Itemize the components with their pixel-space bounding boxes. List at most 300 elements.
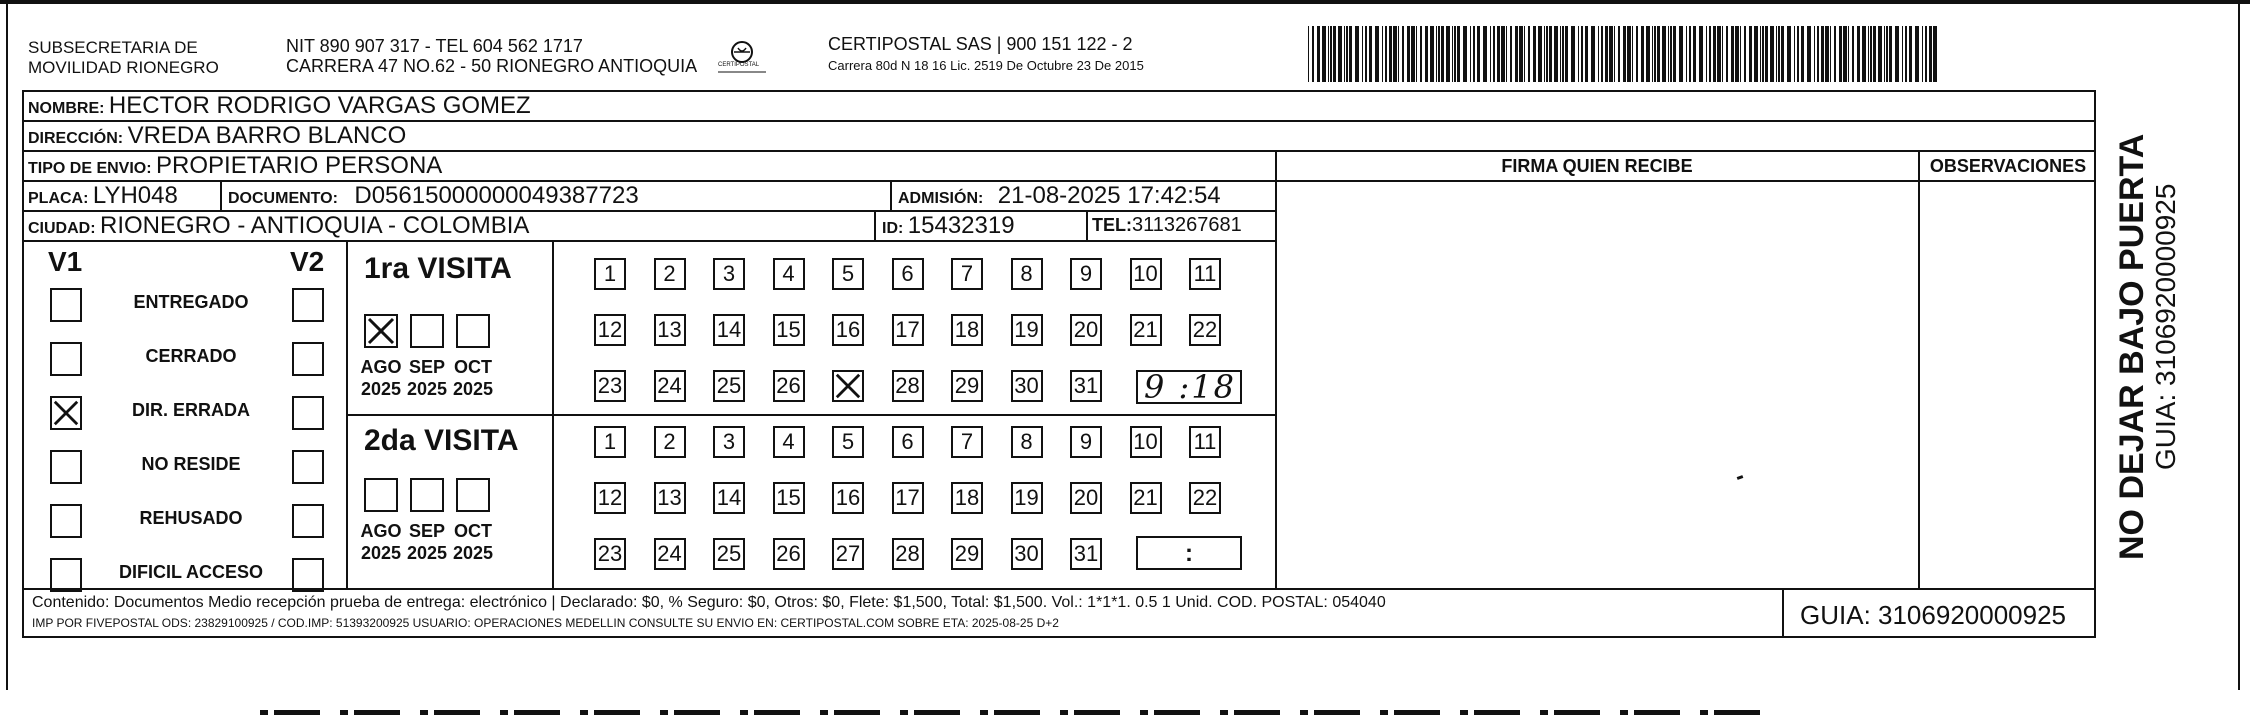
barcode-bar [1762,26,1764,82]
barcode-bar [1398,26,1399,82]
barcode-bar [1895,26,1899,82]
tel-label: TEL: [1092,215,1132,235]
barcode-bar [1693,26,1696,82]
barcode-bar [1382,26,1383,82]
day-box[interactable]: 27 [832,538,864,570]
barcode-bar [1338,26,1342,82]
x-mark-icon [52,398,80,428]
month-name: SEP [408,521,446,541]
row-line [346,414,1276,416]
barcode-bar [1349,26,1352,82]
barcode-bar [1778,26,1780,82]
barcode-bar [1441,26,1444,82]
certipostal-logo-icon [714,38,770,76]
barcode-bar [1344,26,1345,82]
visit1-title: 1ra VISITA [364,252,512,285]
month-name: OCT [454,521,492,541]
placa-label: PLACA: [28,190,89,207]
col-line [1782,588,1784,638]
footer-line1: Contenido: Documentos Medio recepción prueba de entrega: electrónico | Declarado: $0, % Seguro: $0, Otros: $0, Flete: $1,500, Total: $1,500. Vol.: 1*1*1. 0.5 1 Unid. COD. POSTAL: 054040 [32,594,1386,611]
barcode-bar [1632,26,1633,82]
v1-checkbox[interactable] [50,450,82,484]
day-box[interactable]: 25 [713,370,745,402]
barcode-bar [1515,26,1518,82]
barcode-bar [1591,26,1595,82]
barcode-bar [1760,26,1761,82]
barcode-bar [1731,26,1734,82]
day-box[interactable]: 19 [1011,314,1043,346]
direccion-field [28,122,406,150]
day-box[interactable]: 21 [1130,482,1162,514]
barcode-bar [1814,26,1815,82]
barcode-bar [1528,26,1530,82]
barcode-bar [1825,26,1829,82]
barcode-bar [1585,26,1588,82]
documento-field [228,182,639,210]
day-box[interactable]: 24 [654,370,686,402]
barcode-bar [1554,26,1558,82]
col-line [890,180,892,210]
visit2-time-box[interactable] [1136,536,1242,570]
day-box[interactable]: 3 [713,258,745,290]
ink-dot [1737,475,1744,480]
barcode-bar [1689,26,1691,82]
v1-checkbox[interactable] [50,342,82,376]
barcode-bar [1533,26,1536,82]
day-box[interactable]: 31 [1070,370,1102,402]
day-box[interactable]: 12 [594,482,626,514]
day-box[interactable]: 29 [951,538,983,570]
barcode-bar [1407,26,1410,82]
month-name: SEP [408,357,446,377]
v2-label: V2 [290,246,325,277]
barcode-bar [1355,26,1359,82]
observaciones-header: OBSERVACIONES [1929,156,2087,176]
day-box[interactable]: 15 [773,482,805,514]
month-label [450,356,496,400]
day-box[interactable]: 14 [713,482,745,514]
day-box[interactable]: 13 [654,482,686,514]
documento-value: D05615000000049387723 [354,182,639,209]
barcode-bar [1744,26,1746,82]
barcode-bar [1330,26,1332,82]
barcode-bar [1627,26,1631,82]
barcode-bar [1560,26,1561,82]
month-label [404,356,450,400]
month-label [450,520,496,564]
barcode-bar [1454,26,1456,82]
nombre-field [28,92,531,120]
v2-checkbox[interactable] [292,342,324,376]
barcode-bar [1425,26,1428,82]
v1-checkbox[interactable] [50,504,82,538]
id-field [882,212,1015,240]
reason-label: REHUSADO [139,508,243,528]
day-box[interactable] [832,370,864,402]
barcode-bar [1477,26,1480,82]
barcode-bar [1740,26,1741,82]
barcode-bar [1623,26,1626,82]
month-name: AGO [360,357,402,377]
visit2-title: 2da VISITA [364,424,519,457]
barcode-bar [1549,26,1552,82]
admision-value: 21-08-2025 17:42:54 [997,182,1221,209]
barcode-bar [1817,26,1819,82]
day-box[interactable]: 25 [713,538,745,570]
v2-checkbox[interactable] [292,504,324,538]
visit1-time: 9 :18 [1144,368,1237,406]
day-box[interactable]: 4 [773,258,805,290]
barcode-bar [1389,26,1392,82]
barcode-bar [1902,26,1903,82]
barcode-bar [1770,26,1774,82]
admision-field [898,182,1221,210]
barcode-bar [1735,26,1739,82]
v2-checkbox[interactable] [292,450,324,484]
month-checkbox[interactable] [410,478,444,512]
v1-checkbox[interactable] [50,558,82,592]
day-box[interactable]: 2 [654,426,686,458]
bottom-cut-line [260,710,1760,715]
barcode-bar [1473,26,1475,82]
barcode-bar [1578,26,1579,82]
placa-value: LYH048 [92,182,178,209]
day-box[interactable]: 31 [1070,538,1102,570]
day-box[interactable]: 4 [773,426,805,458]
day-box[interactable]: 7 [951,426,983,458]
v2-checkbox[interactable] [292,396,324,430]
tipo-value: PROPIETARIO PERSONA [156,152,443,179]
barcode-bar [1839,26,1842,82]
month-checkbox[interactable] [364,478,398,512]
v1-checkbox[interactable] [50,396,82,430]
barcode-bar [1852,26,1854,82]
barcode-bar [1369,26,1372,82]
top-edge [0,0,2250,4]
day-box[interactable]: 18 [951,314,983,346]
day-box[interactable]: 5 [832,426,864,458]
barcode-bar [1501,26,1505,82]
month-checkbox[interactable] [456,314,490,348]
day-box[interactable]: 26 [773,538,805,570]
month-checkbox[interactable] [364,314,398,348]
barcode-bar [1365,26,1367,82]
day-box[interactable]: 5 [832,258,864,290]
day-box[interactable]: 24 [654,538,686,570]
barcode-bar [1868,26,1869,82]
barcode [1308,26,1940,82]
month-year: 2025 [452,379,494,399]
day-box[interactable]: 1 [594,258,626,290]
visit2-time: : [1185,540,1193,567]
day-box[interactable]: 6 [892,426,924,458]
ciudad-field [28,212,529,240]
barcode-bar [1605,26,1608,82]
right-edge [2238,0,2240,690]
barcode-bar [1754,26,1758,82]
day-box[interactable]: 22 [1189,482,1221,514]
barcode-bar [1905,26,1907,82]
direccion-label: DIRECCIÓN: [28,130,124,147]
v1-label: V1 [48,246,83,277]
barcode-bar [1497,26,1500,82]
ciudad-label: CIUDAD: [28,220,96,237]
x-mark-icon [834,372,862,400]
day-box[interactable]: 15 [773,314,805,346]
barcode-bar [1886,26,1888,82]
barcode-bar [1636,26,1638,82]
barcode-bar [1670,26,1672,82]
barcode-bar [1857,26,1860,82]
barcode-bar [1317,26,1320,82]
day-box[interactable]: 6 [892,258,924,290]
left-edge [6,0,8,690]
barcode-bar [1393,26,1397,82]
barcode-bar [1654,26,1656,82]
reason-label: DIR. ERRADA [131,400,250,420]
nombre-value: HECTOR RODRIGO VARGAS GOMEZ [108,92,531,119]
barcode-bar [1438,26,1440,82]
barcode-bar [1686,26,1687,82]
day-box[interactable]: 10 [1130,258,1162,290]
month-checkbox[interactable] [410,314,444,348]
day-box[interactable]: 14 [713,314,745,346]
month-year: 2025 [360,379,402,399]
barcode-bar [1787,26,1791,82]
barcode-bar [1385,26,1387,82]
col-line [220,180,222,210]
barcode-bar [1709,26,1711,82]
day-box[interactable]: 21 [1130,314,1162,346]
barcode-bar [1862,26,1866,82]
barcode-bar [1411,26,1415,82]
barcode-bar [1870,26,1872,82]
barcode-bar [1510,26,1512,82]
barcode-bar [1333,26,1336,82]
barcode-bar [1614,26,1615,82]
day-box[interactable]: 2 [654,258,686,290]
barcode-bar [1601,26,1603,82]
tipo-label: TIPO DE ENVIO: [28,160,152,177]
barcode-bar [1657,26,1660,82]
barcode-bar [1781,26,1784,82]
barcode-bar [1933,26,1937,82]
ciudad-value: RIONEGRO - ANTIOQUIA - COLOMBIA [100,212,530,239]
barcode-bar [1884,26,1885,82]
barcode-bar [1571,26,1575,82]
barcode-bar [1312,26,1314,82]
month-name: OCT [454,357,492,377]
day-box[interactable]: 28 [892,370,924,402]
month-name: AGO [360,521,402,541]
day-box[interactable]: 19 [1011,482,1043,514]
barcode-bar [1765,26,1768,82]
barcode-bar [1794,26,1795,82]
day-box[interactable]: 8 [1011,426,1043,458]
day-box[interactable]: 20 [1070,482,1102,514]
barcode-bar [1493,26,1495,82]
company-line: CERTIPOSTAL SAS | 900 151 122 - 2 [828,34,1133,54]
day-box[interactable]: 17 [892,314,924,346]
firma-header: FIRMA QUIEN RECIBE [1501,156,1693,176]
nombre-label: NOMBRE: [28,100,105,117]
id-label: ID: [882,220,904,237]
barcode-bar [1546,26,1548,82]
day-box[interactable]: 16 [832,314,864,346]
barcode-bar [1490,26,1491,82]
tel-field [1092,214,1242,237]
day-box[interactable]: 20 [1070,314,1102,346]
month-label [404,520,450,564]
barcode-bar [1362,26,1363,82]
day-box[interactable]: 9 [1070,426,1102,458]
col-line [1086,210,1088,240]
nit-line: NIT 890 907 317 - TEL 604 562 1717 [286,36,583,56]
documento-label: DOCUMENTO: [228,190,338,207]
barcode-bar [1519,26,1523,82]
month-year: 2025 [406,379,448,399]
month-checkbox[interactable] [456,478,490,512]
barcode-bar [1562,26,1564,82]
tipo-field [28,152,442,180]
day-box[interactable]: 1 [594,426,626,458]
reason-label: CERRADO [145,346,237,366]
observaciones-area[interactable] [1920,182,2096,588]
barcode-bar [1830,26,1831,82]
day-box[interactable]: 11 [1189,426,1221,458]
id-value: 15432319 [907,212,1015,239]
barcode-bar [1346,26,1348,82]
barcode-bar [1470,26,1471,82]
day-box[interactable]: 29 [951,370,983,402]
v2-checkbox[interactable] [292,288,324,322]
barcode-bar [1463,26,1467,82]
day-box[interactable]: 7 [951,258,983,290]
barcode-bar [1717,26,1721,82]
barcode-bar [1483,26,1487,82]
day-box[interactable]: 11 [1189,258,1221,290]
reason-label: NO RESIDE [141,454,241,474]
day-box[interactable]: 23 [594,370,626,402]
reason-label: ENTREGADO [133,292,249,312]
logo-word: CERTIPOSTAL [718,62,760,68]
day-box[interactable]: 23 [594,538,626,570]
barcode-bar [1544,26,1545,82]
day-box[interactable]: 8 [1011,258,1043,290]
barcode-bar [1873,26,1876,82]
side-guia: GUIA: 3106920000925 [2150,183,2181,470]
barcode-bar [1878,26,1882,82]
day-box[interactable]: 28 [892,538,924,570]
day-box[interactable]: 13 [654,314,686,346]
barcode-bar [1506,26,1507,82]
month-year: 2025 [406,543,448,563]
barcode-bar [1452,26,1453,82]
certipostal-logo [714,38,770,76]
barcode-bar [1922,26,1923,82]
barcode-bar [1706,26,1707,82]
barcode-bar [1668,26,1669,82]
org-line2: MOVILIDAD RIONEGRO [28,58,219,77]
barcode-bar [1801,26,1804,82]
month-year: 2025 [360,543,402,563]
reason-label: DIFICIL ACCESO [118,562,263,582]
barcode-bar [1565,26,1568,82]
barcode-bar [1929,26,1932,82]
barcode-bar [1457,26,1460,82]
barcode-bar [1446,26,1450,82]
col-line [874,210,876,240]
visit1-time-box[interactable] [1136,370,1242,404]
day-box[interactable]: 17 [892,482,924,514]
firma-area[interactable] [1277,182,1918,588]
org-line1: SUBSECRETARIA DE [28,38,198,57]
row-line [22,240,1276,242]
side-warning: NO DEJAR BAJO PUERTA [2113,133,2151,560]
v1-checkbox[interactable] [50,288,82,322]
admision-label: ADMISIÓN: [898,190,984,207]
barcode-bar [1581,26,1583,82]
barcode-bar [1416,26,1417,82]
barcode-bar [1726,26,1728,82]
barcode-bar [1402,26,1404,82]
day-box[interactable]: 16 [832,482,864,514]
barcode-bar [1797,26,1799,82]
barcode-bar [1662,26,1666,82]
day-box[interactable]: 30 [1011,538,1043,570]
tel-value: 3113267681 [1132,214,1242,236]
day-box[interactable]: 3 [713,426,745,458]
day-box[interactable]: 30 [1011,370,1043,402]
barcode-bar [1641,26,1644,82]
placa-field [28,182,178,210]
barcode-bar [1821,26,1824,82]
barcode-bar [1807,26,1811,82]
address-line: CARRERA 47 NO.62 - 50 RIONEGRO ANTIOQUIA [286,56,698,76]
license-line: Carrera 80d N 18 16 Lic. 2519 De Octubre 23 De 2015 [828,58,1144,73]
barcode-bar [1843,26,1847,82]
barcode-bar [1673,26,1676,82]
barcode-bar [1430,26,1434,82]
barcode-bar [1699,26,1703,82]
day-box[interactable]: 22 [1189,314,1221,346]
barcode-bar [1538,26,1542,82]
barcode-bar [1308,26,1309,82]
barcode-bar [1420,26,1422,82]
day-box[interactable]: 18 [951,482,983,514]
barcode-bar [1915,26,1919,82]
barcode-bar [1322,26,1326,82]
barcode-bar [1436,26,1437,82]
barcode-bar [1375,26,1379,82]
month-label [358,520,404,564]
barcode-bar [1749,26,1752,82]
barcode-bar [1909,26,1912,82]
v2-checkbox[interactable] [292,558,324,592]
barcode-bar [1713,26,1716,82]
barcode-bar [1328,26,1329,82]
barcode-bar [1925,26,1927,82]
day-box[interactable]: 26 [773,370,805,402]
barcode-bar [1609,26,1613,82]
day-box[interactable]: 10 [1130,426,1162,458]
day-box[interactable]: 9 [1070,258,1102,290]
direccion-value: VREDA BARRO BLANCO [127,122,407,149]
barcode-bar [1652,26,1653,82]
month-year: 2025 [452,543,494,563]
day-box[interactable]: 12 [594,314,626,346]
barcode-bar [1646,26,1650,82]
